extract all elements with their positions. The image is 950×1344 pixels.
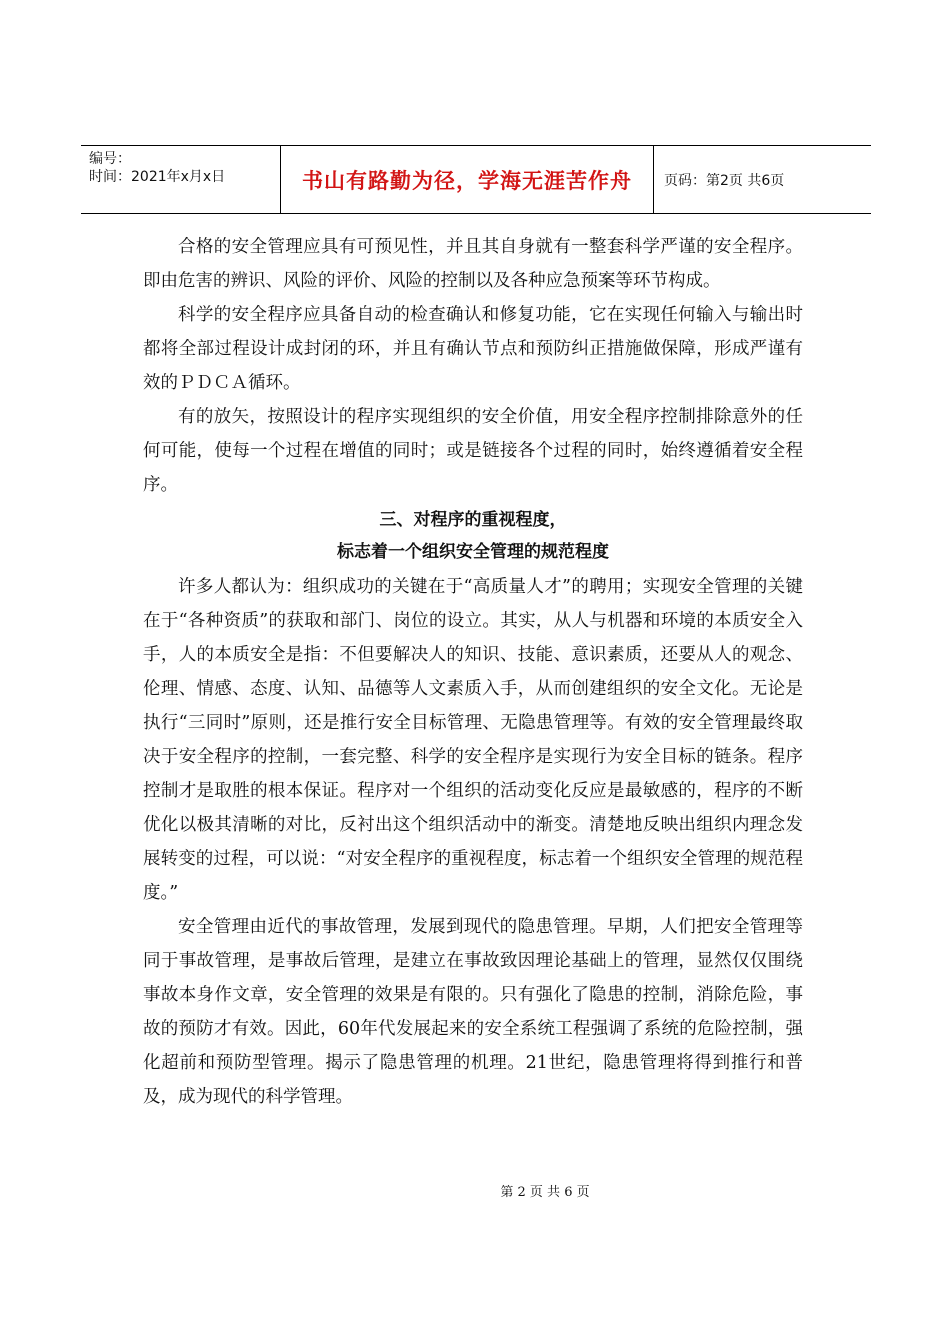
section-heading-line1: 三、对程序的重视程度， — [379, 510, 567, 530]
page-header — [81, 145, 871, 214]
number-label: 编号： — [89, 151, 131, 167]
paragraph: 有的放矢，按照设计的程序实现组织的安全价值，用安全程序控制排除意外的任何可能，使每一个过程在增值的同时；或是链接各个过程的同时，始终遵循着安全程序。 — [143, 407, 803, 495]
paragraph: 许多人都认为：组织成功的关键在于“高质量人才”的聘用；实现安全管理的关键在于“各种资质”的获取和部门、岗位的设立。其实，从人与机器和环境的本质安全入手，人的本质安全是指：不但要解决人的知识、技能、意识素质，还要从人的观念、伦理、情感、态度、认知、品德等人文素质入手，从而创建组织的安全文化。无论是执行“三同时”原则，还是推行安全目标管理、无隐患管理等。有效的安全管理最终取决于安全程序的控制，一套完整、科学的安全程序是实现行为安全目标的链条。程序控制才是取胜的根本保证。程序对一个组织的活动变化反应是最敏感的，程序的不断优化以极其清晰的对比，反衬出这个组织活动中的渐变。清楚地反映出组织内理念发展转变的过程，可以说：“对安全程序的重视程度，标志着一个组织安全管理的规范程度。” — [143, 577, 803, 903]
paragraph: 科学的安全程序应具备自动的检查确认和修复功能，它在实现任何输入与输出时都将全部过程设计成封闭的环，并且有确认节点和预防纠正措施做保障，形成严谨有效的ＰＤＣＡ循环。 — [143, 305, 803, 393]
paragraph: 合格的安全管理应具有可预见性，并且其自身就有一整套科学严谨的安全程序。即由危害的辨识、风险的评价、风险的控制以及各种应急预案等环节构成。 — [143, 237, 803, 291]
document-body — [143, 230, 803, 1114]
header-motto: 书山有路勤为径，学海无涯苦作舟 — [281, 146, 654, 213]
section-heading-line2: 标志着一个组织安全管理的规范程度 — [337, 542, 609, 562]
section-heading — [143, 504, 803, 568]
time-label: 时间：2021年x月x日 — [89, 169, 226, 185]
paragraph: 安全管理由近代的事故管理，发展到现代的隐患管理。早期，人们把安全管理等同于事故管理，是事故后管理，是建立在事故致因理论基础上的管理，显然仅仅围绕事故本身作文章，安全管理的效果是有限的。只有强化了隐患的控制，消除危险，事故的预防才有效。因此，60年代发展起来的安全系统工程强调了系统的危险控制，强化超前和预防型管理。揭示了隐患管理的机理。21世纪，隐患管理将得到推行和普及，成为现代的科学管理。 — [143, 917, 803, 1107]
page-footer: 第 2 页 共 6 页 — [500, 1185, 590, 1200]
header-page-info: 页码：第2页 共6页 — [664, 172, 785, 189]
header-meta — [81, 146, 281, 213]
